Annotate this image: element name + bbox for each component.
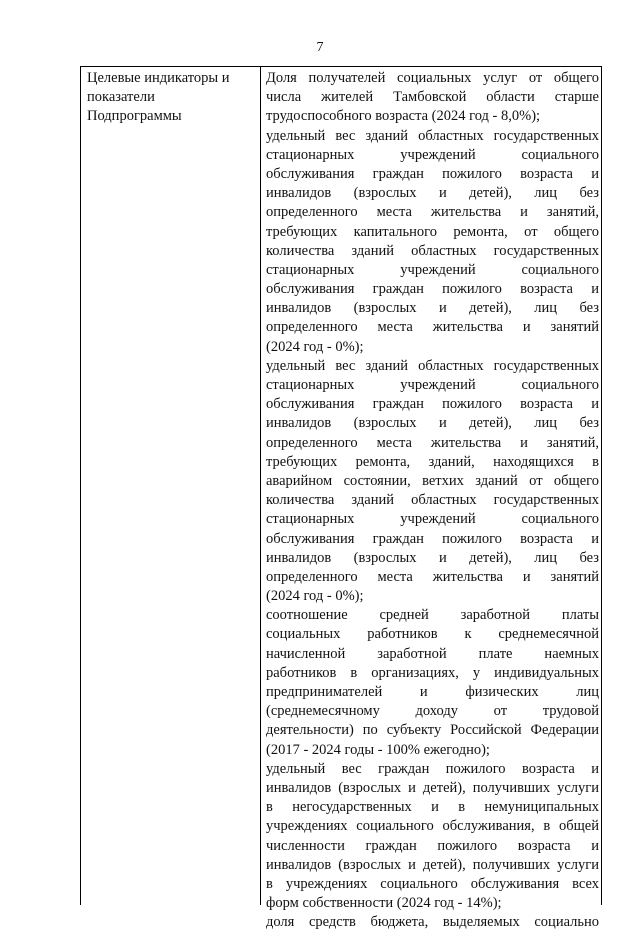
indicator-paragraph [266,127,599,357]
paragraph-line: Доля получателей социальных услуг от общего [266,70,599,86]
paragraph-line: работников в организациях, у индивидуальных [266,664,599,681]
paragraph-line: требующих ремонта, зданий, находящихся в [266,453,599,470]
paragraph-line: соотношение средней заработной платы [266,607,599,624]
paragraph-line: количества зданий областных государственных [266,492,599,509]
paragraph-line: доля средств бюджета, выделяемых социально [266,914,599,931]
paragraph-line: (2024 год - 0%); [266,588,364,605]
column-divider [260,67,261,905]
paragraph-line: социальных работников к среднемесячной [266,626,599,643]
paragraph-line: удельный вес граждан пожилого возраста и [266,760,599,777]
paragraph-line: определенного места жительства и занятий, [266,204,599,221]
indicator-paragraph [266,606,599,760]
paragraph-line: обслуживания граждан пожилого возраста и [266,530,599,547]
paragraph-line: обслуживания граждан пожилого возраста и [266,281,599,298]
paragraph-line: начисленной заработной плате наемных [266,645,599,662]
indicator-paragraph [266,357,599,606]
paragraph-line: удельный вес зданий областных государственных [266,127,599,144]
paragraph-line: (среднемесячному доходу от трудовой [266,703,599,720]
label-line: показатели [87,89,155,106]
indicators-table [80,66,602,931]
paragraph-line: обслуживания граждан пожилого возраста и [266,165,599,182]
paragraph-line: инвалидов (взрослых и детей), лиц без [266,185,599,202]
paragraph-line: (2017 - 2024 годы - 100% ежегодно); [266,741,490,758]
indicator-paragraph [266,69,599,127]
paragraph-line: стационарных учреждений социального [266,146,599,163]
paragraph-line: определенного места жительства и занятий [266,568,599,585]
paragraph-line: деятельности) по субъекту Российской Федерации [266,722,599,739]
paragraph-line: удельный вес зданий областных государственных [266,357,599,374]
paragraph-line: (2024 год - 0%); [266,338,364,355]
paragraph-line: форм собственности (2024 год - 14%); [266,895,502,912]
label-line: Подпрограммы [87,108,182,125]
paragraph-line: обслуживания граждан пожилого возраста и [266,396,599,413]
paragraph-line: инвалидов (взрослых и детей), лиц без [266,415,599,432]
paragraph-line: определенного места жительства и занятий, [266,434,599,451]
paragraph-line: стационарных учреждений социального [266,377,599,393]
paragraph-line: инвалидов (взрослых и детей), получивших услуги [266,856,599,873]
paragraph-line: стационарных учреждений социального [266,511,599,528]
paragraph-line: определенного места жительства и занятий [266,319,599,336]
paragraph-line: в негосударственных и в немуниципальных [266,799,599,816]
indicator-paragraph [266,760,599,914]
paragraph-line: числа жителей Тамбовской области старше [266,89,599,106]
paragraph-line: требующих капитального ремонта, от общего [266,223,599,240]
paragraph-line: в учреждениях социального обслуживания всех [266,875,599,892]
indicator-values-cell [266,69,599,932]
paragraph-line: предпринимателей и физических лиц [266,684,599,700]
label-line: Целевые индикаторы и [87,70,230,86]
paragraph-line: учреждениях социального обслуживания, в общей [266,818,599,835]
paragraph-line: аварийном состоянии, ветхих зданий от общего [266,472,599,489]
paragraph-line: инвалидов (взрослых и детей), лиц без [266,549,599,566]
indicator-paragraph [266,913,599,932]
indicator-label-cell [87,69,257,127]
paragraph-line: численности граждан пожилого возраста и [266,837,599,854]
paragraph-line: инвалидов (взрослых и детей), лиц без [266,300,599,317]
paragraph-line: стационарных учреждений социального [266,261,599,278]
paragraph-line: инвалидов (взрослых и детей), получивших услуги [266,779,599,796]
paragraph-line: количества зданий областных государственных [266,242,599,259]
paragraph-line: трудоспособного возраста (2024 год - 8,0%); [266,108,541,125]
page-number: 7 [316,40,324,55]
